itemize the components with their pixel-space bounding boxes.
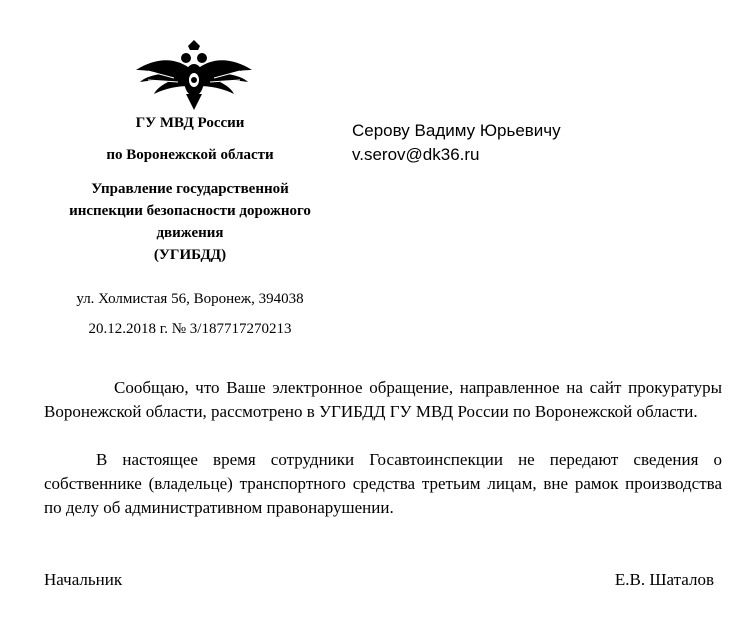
sender-region: по Воронежской области	[106, 147, 274, 163]
recipient-email: v.serov@dk36.ru	[352, 145, 480, 164]
body-paragraph-1: Сообщаю, что Ваше электронное обращение, направленное на сайт прокуратуры Воронежской области, рассмотрено в УГИБДД ГУ МВД России по Воронежской области.	[44, 378, 722, 421]
sender-abbreviation: (УГИБДД)	[153, 247, 227, 263]
sender-department-line2: инспекции безопасности дорожного	[69, 203, 311, 219]
signature-name: Е.В. Шаталов	[614, 570, 714, 589]
sender-department-line3: движения	[156, 225, 224, 241]
sender-department-line1: Управление государственной	[91, 181, 289, 197]
signature-title: Начальник	[44, 570, 123, 589]
sender-address: ул. Холмистая 56, Воронеж, 394038	[76, 291, 304, 307]
body-paragraph-2: В настоящее время сотрудники Госавтоинспекции не передают сведения о собственнике (владельце) транспортного средства третьим лицам, вне рамок производства по делу об административном правонарушении.	[44, 450, 722, 517]
letter-date-number: 20.12.2018 г. № 3/187717270213	[88, 321, 292, 337]
sender-ministry: ГУ МВД России	[135, 115, 245, 131]
recipient-name: Серову Вадиму Юрьевичу	[352, 121, 561, 140]
eagle-emblem-icon	[134, 40, 254, 112]
